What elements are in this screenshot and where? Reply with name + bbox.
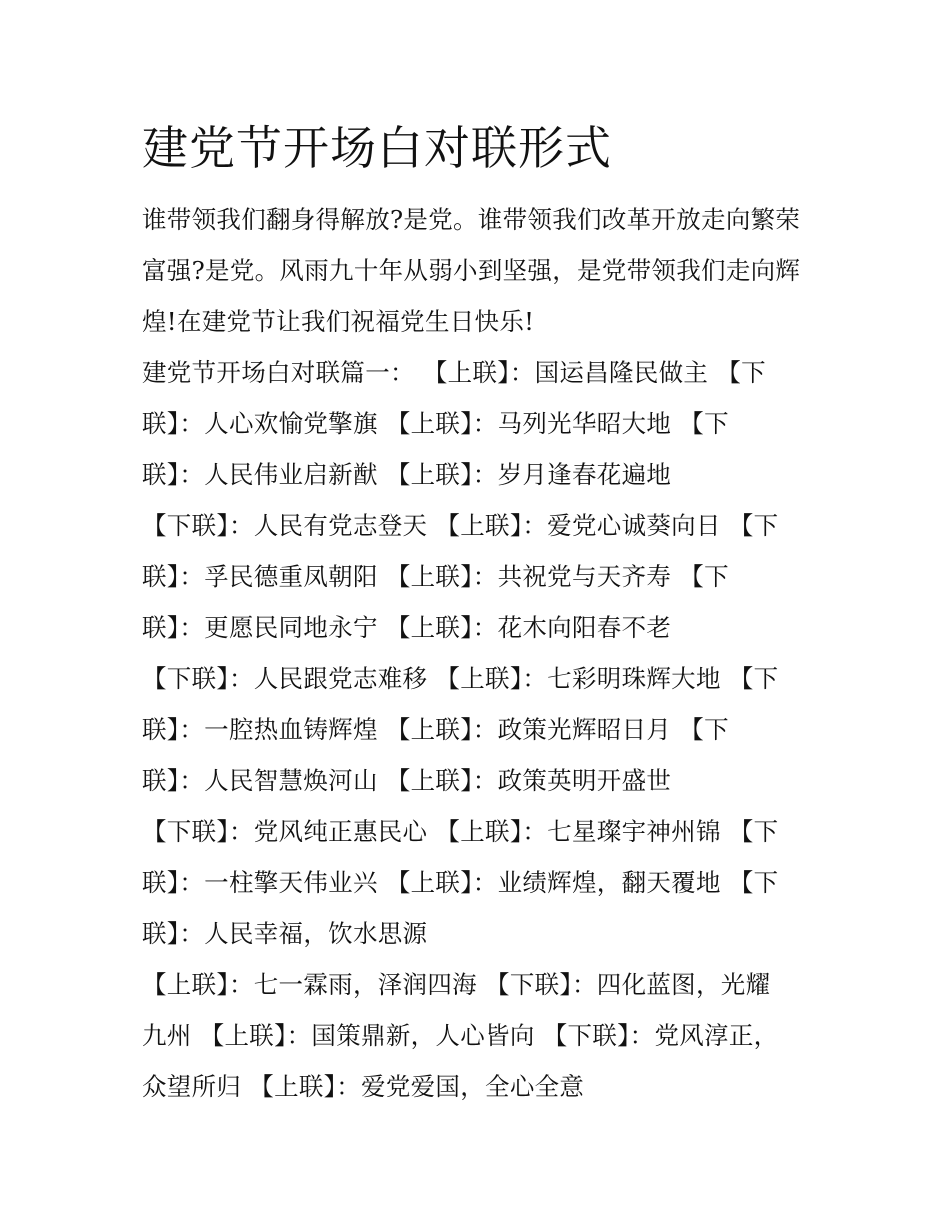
body-line-3: 煌!在建党节让我们祝福党生日快乐! bbox=[142, 307, 535, 336]
document-title: 建党节开场白对联形式 bbox=[142, 121, 612, 175]
body-line-15: 联】：人民幸福，饮水思源 bbox=[142, 919, 428, 948]
body-line-2: 富强?是党。风雨九十年从弱小到坚强，是党带领我们走向辉 bbox=[142, 256, 801, 285]
body-line-11: 联】：一腔热血铸辉煌 【上联】：政策光辉昭日月 【下 bbox=[142, 715, 729, 744]
body-line-16: 【上联】：七一霖雨，泽润四海 【下联】：四化蓝图，光耀 bbox=[142, 970, 771, 999]
body-line-9: 联】：更愿民同地永宁 【上联】：花木向阳春不老 bbox=[142, 613, 672, 642]
body-line-7: 【下联】：人民有党志登天 【上联】：爱党心诚葵向日 【下 bbox=[142, 511, 779, 540]
body-line-8: 联】：孚民德重凤朝阳 【上联】：共祝党与天齐寿 【下 bbox=[142, 562, 729, 591]
body-line-18: 众望所归 【上联】：爱党爱国，全心全意 bbox=[142, 1072, 585, 1101]
body-line-5: 联】：人心欢愉党擎旗 【上联】：马列光华昭大地 【下 bbox=[142, 409, 729, 438]
body-line-10: 【下联】：人民跟党志难移 【上联】：七彩明珠辉大地 【下 bbox=[142, 664, 779, 693]
body-line-1: 谁带领我们翻身得解放?是党。谁带领我们改革开放走向繁荣 bbox=[142, 205, 801, 234]
body-line-17: 九州 【上联】：国策鼎新，人心皆向 【下联】：党风淳正， bbox=[142, 1021, 779, 1050]
body-line-13: 【下联】：党风纯正惠民心 【上联】：七星璨宇神州锦 【下 bbox=[142, 817, 779, 846]
body-line-14: 联】：一柱擎天伟业兴 【上联】：业绩辉煌，翻天覆地 【下 bbox=[142, 868, 779, 897]
body-line-12: 联】：人民智慧焕河山 【上联】：政策英明开盛世 bbox=[142, 766, 672, 795]
body-line-4: 建党节开场白对联篇一： 【上联】：国运昌隆民做主 【下 bbox=[142, 358, 766, 387]
body-line-6: 联】：人民伟业启新猷 【上联】：岁月逢春花遍地 bbox=[142, 460, 672, 489]
